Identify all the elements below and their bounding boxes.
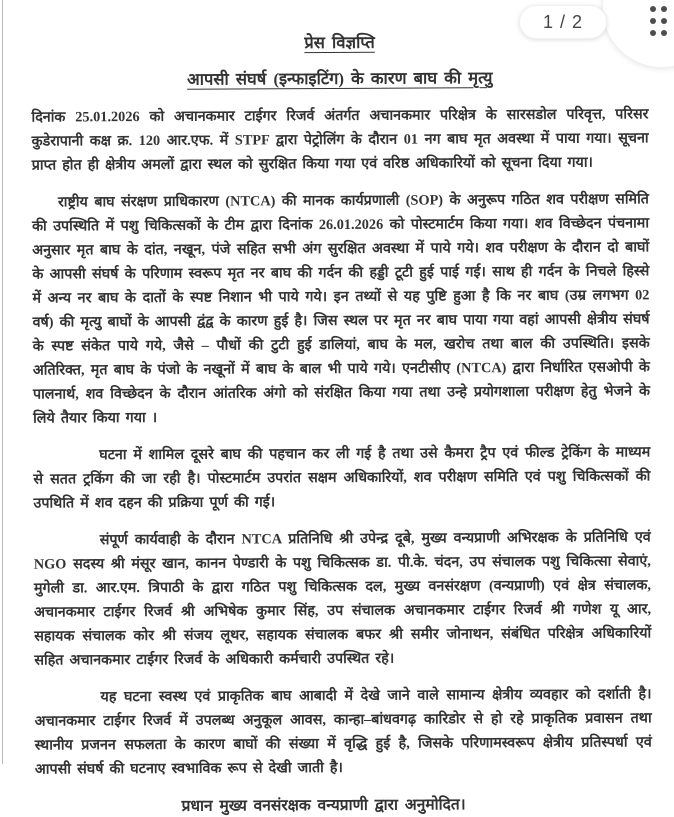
grid-dot — [661, 6, 667, 12]
paragraph-postmortem: राष्ट्रीय बाघ संरक्षण प्राधिकारण (NTCA) की मानक कार्यप्रणाली (SOP) के अनुरूप गठित शव परीक्षण समिति की उपस्थिति में पशु चिकित्सकों के टीम द्वारा दिनांक 26.01.2026 को पोस्टमार्टम किया गया। शव विच्छेदन पंचनामा अनुसार मृत बाघ के दांत, नखून, पंजे सहित सभी अंग सुरक्षित अवस्था में पाये गये। शव परीक्षण के दौरान दो बाघों के आपसी संघर्ष के परिणाम स्वरूप मृत नर बाघ की गर्दन की हड्डी टूटी हुई पाई गई। साथ ही गर्दन के निचले हिस्से में अन्य नर बाघ के दातों के स्पष्ट निशान भी पाये गये। इन तथ्यों से यह पुष्टि हुआ है कि नर बाघ (उम्र लगभग 02 वर्ष) की मृत्यु बाघों के आपसी द्वंद्व के कारण हुई है। जिस स्थल पर मृत नर बाघ पाया गया वहां आपसी क्षेत्रीय संघर्ष के स्पष्ट संकेत पाये गये, जैसे – पौधों की टुटी हुई डालियां, बाघ के मल, खरोच तथा बाल की उपस्थिति। इसके अतिरिक्त, मृत बाघ के पंजो के नखूनों में बाघ के बाल भी पाये गये। एनटीसीए (NTCA) द्वारा निर्धारित एसओपी के पालनार्थ, शव विच्छेदन के दौरान आंतरिक अंगो को संरक्षित किया गया तथा उन्हे प्रयोगशाला परीक्षण हेतु भेजने के लिये तैयार किया गया । — [32, 191, 650, 427]
approval-line: प्रधान मुख्य वनसंरक्षक वन्यप्राणी द्वारा अनुमोदित। — [181, 796, 466, 815]
document-subtitle: आपसी संघर्ष (इन्फाइटिंग) के कारण बाघ की मृत्यु — [187, 68, 493, 89]
grid-dot — [661, 18, 667, 24]
document-title: प्रेस विज्ञप्ति — [304, 32, 375, 53]
paragraph-second-tiger: घटना में शामिल दूसरे बाघ की पहचान कर ली गई है तथा उसे कैमरा ट्रैप एवं फील्ड ट्रेकिंग के माध्यम से सतत ट्रकिंग की जा रही है। पोस्टमार्टम उपरांत सक्षम अधिकारियों, शव परीक्षण समिति एवं पशु चिकित्सकों की उपथिति में शव दहन की प्रक्रिया पूर्ण की गई। — [33, 444, 651, 512]
grid-dot — [661, 30, 667, 36]
page-indicator-label: 1 / 2 — [542, 11, 584, 32]
grid-menu-icon[interactable] — [650, 6, 667, 36]
grid-dot — [650, 30, 656, 36]
grid-dot — [650, 18, 656, 24]
paragraph-officials: संपूर्ण कार्यवाही के दौरान NTCA प्रतिनिधि श्री उपेन्द्र दूबे, मुख्य वन्यप्राणी अभिरक्षक के प्रतिनिधि एवं NGO सदस्य श्री मंसूर खान, कानन पेण्डारी के पशु चिकित्सक डा. पी.के. चंदन, उप संचालक पशु चिकित्सा सेवाएं, मुगेली डा. आर.एम. त्रिपाठी के द्वारा गठित पशु चिकित्सक दल, मुख्य वनसंरक्षण (वन्यप्राणी) एवं क्षेत्र संचालक, अचानकमार टाईगर रिजर्व श्री अभिषेक कुमार सिंह, उप संचालक अचानकमार टाईगर रिजर्व श्री गणेश यू आर, सहायक संचालक कोर श्री संजय लूथर, सहायक संचालक बफर श्री समीर जोनाथन, संबंधित परिक्षेत्र अधिकारियों सहित अचानकमार टाईगर रिजर्व के अधिकारी कर्मचारी उपस्थित रहे। — [33, 529, 652, 669]
grid-dot — [650, 6, 656, 12]
paragraph-conclusion: यह घटना स्वस्थ एवं प्राकृतिक बाघ आबादी में देखे जाने वाले सामान्य क्षेत्रीय व्यवहार को दर्शाती है। अचानकमार टाईगर रिजर्व में उपलब्ध अनुकूल आवस, कान्हा–बांधवगढ़ कारिडोर से हो रहे प्राकृतिक प्रवासन तथा स्थानीय प्रजनन सफलता के कारण बाघों की संख्या में वृद्धि हुई है, जिसके परिणामस्वरूप क्षेत्रीय प्रतिस्पर्धा एवं आपसी संघर्ष की घटनाए स्वभाविक रूप से देखी जाती है। — [34, 686, 652, 778]
paragraph-incident: दिनांक 25.01.2026 को अचानकमार टाईगर रिजर्व अंतर्गत अचानकमार परिक्षेत्र के सारसडोल परिवृत्त, परिसर कुडेरापानी कक्ष क्र. 120 आर.एफ. में STPF द्वारा पेट्रोलिंग के दौरान 01 नग बाघ मृत अवस्था में पाया गया। सूचना प्राप्त होत ही क्षेत्रीय अमलों द्वारा स्थल को सुरक्षित किया गया एवं वरिष्ठ अधिकारियों को सूचना दिया गया। — [31, 106, 649, 174]
page-indicator — [519, 5, 607, 39]
